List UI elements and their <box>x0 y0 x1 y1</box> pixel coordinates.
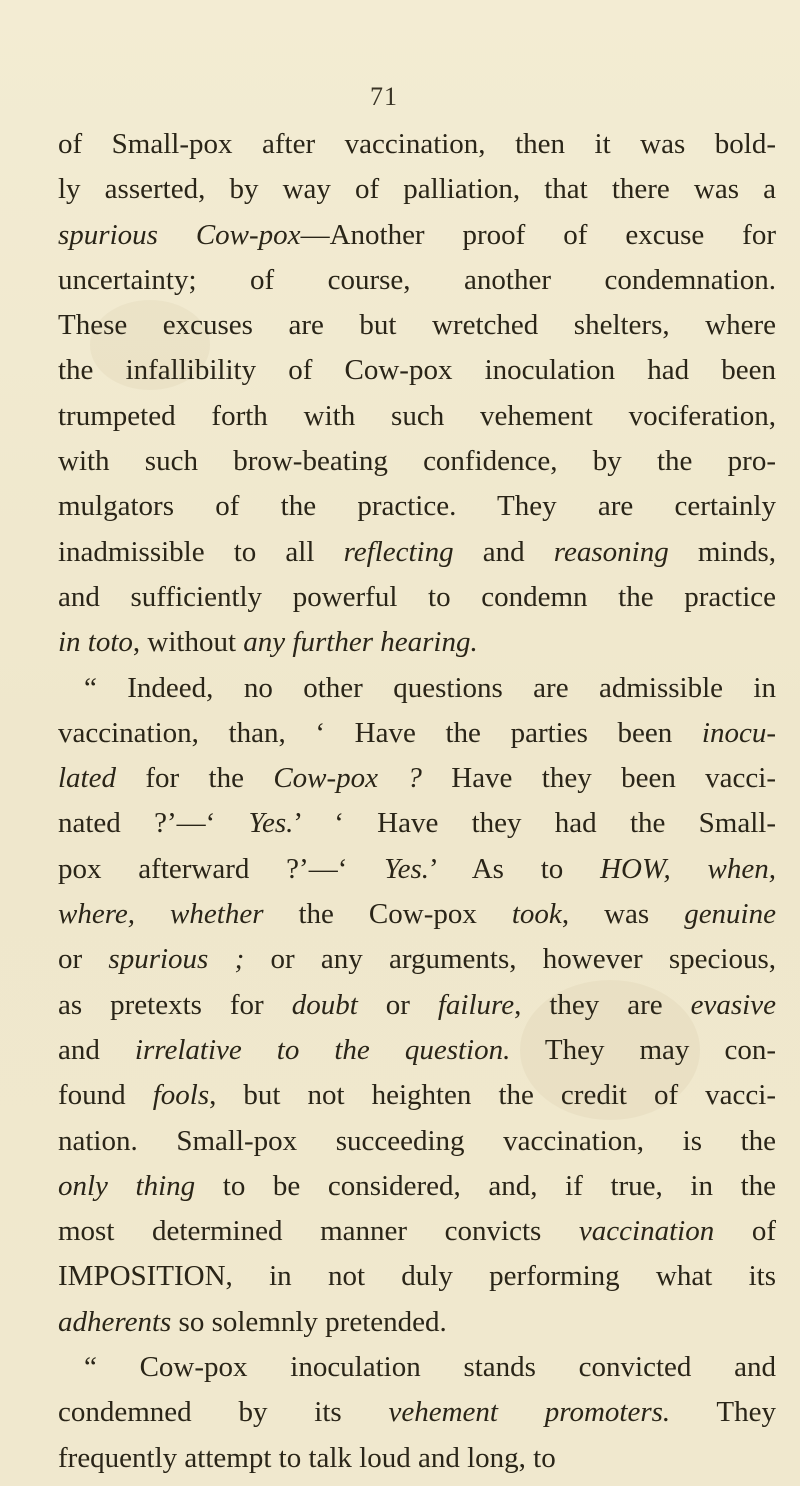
text-line <box>58 847 776 892</box>
italic-text: genuine <box>684 898 776 931</box>
italic-text: vehement promoters. <box>388 1396 671 1429</box>
italic-text: spurious Cow-pox <box>58 218 301 251</box>
text-run: “ Cow-pox inoculation stands convicted and <box>84 1351 776 1384</box>
text-line <box>58 937 776 982</box>
text-run: most determined manner convicts <box>58 1215 579 1248</box>
text-run: the infallibility of Cow-pox inoculation had been <box>58 354 776 387</box>
text-run: trumpeted forth with such vehement vociferation, <box>58 399 776 432</box>
page-number: 71 <box>370 82 398 111</box>
text-run: found <box>58 1079 153 1112</box>
italic-text: where, whether <box>58 898 264 931</box>
text-run: and sufficiently powerful to condemn the practice <box>58 580 776 613</box>
text-line <box>58 122 776 167</box>
text-line <box>58 348 776 393</box>
text-line <box>58 1119 776 1164</box>
text-run: Have they been vacci- <box>421 762 776 795</box>
text-run: uncertainty; of course, another condemnation. <box>58 263 776 296</box>
italic-text: only thing <box>58 1169 196 1202</box>
text-run: They <box>670 1396 776 1429</box>
text-run: mulgators of the practice. They are certainly <box>58 490 776 523</box>
text-run: for the <box>116 762 274 795</box>
text-line <box>58 1345 776 1390</box>
italic-text: vaccination <box>578 1215 715 1248</box>
italic-text: took <box>511 898 562 931</box>
text-line <box>58 484 776 529</box>
text-line <box>58 1300 776 1345</box>
italic-text: failure <box>437 988 515 1021</box>
text-line <box>58 1209 776 1254</box>
text-run: frequently attempt to talk loud and long, to <box>58 1441 556 1474</box>
text-run: “ Indeed, no other questions are admissible in <box>84 671 776 704</box>
text-line <box>58 620 776 665</box>
text-run: , without <box>132 626 244 659</box>
text-line <box>58 756 776 801</box>
italic-text: lated <box>58 762 116 795</box>
italic-text: in toto <box>58 626 133 659</box>
text-line <box>58 666 776 711</box>
text-line <box>58 983 776 1028</box>
text-run: —Another proof of excuse for <box>300 218 776 251</box>
text-line <box>58 213 776 258</box>
text-line <box>58 1028 776 1073</box>
italic-text: any further hearing. <box>243 626 478 659</box>
text-line <box>58 1073 776 1118</box>
text-run: vaccination, than, ‘ Have the parties been <box>58 716 702 749</box>
italic-text: reflecting <box>343 535 454 568</box>
text-run: condemned by its <box>58 1396 389 1429</box>
italic-text: reasoning <box>553 535 669 568</box>
text-line <box>58 1390 776 1435</box>
text-run: or <box>58 943 109 976</box>
italic-text: adherents <box>58 1305 172 1338</box>
text-run: These excuses are but wretched shelters, where <box>58 309 776 342</box>
text-line <box>58 530 776 575</box>
italic-text: Yes. <box>248 807 294 840</box>
text-run: , they are <box>514 988 691 1021</box>
text-run: inadmissible to all <box>58 535 344 568</box>
italic-text: irrelative to the question. <box>134 1033 511 1066</box>
text-run: , but not heighten the credit of vacci- <box>209 1079 776 1112</box>
italic-text: doubt <box>291 988 358 1021</box>
text-run: the Cow-pox <box>263 898 512 931</box>
text-run: ly asserted, by way of palliation, that there was a <box>58 173 776 206</box>
text-run: and <box>58 1033 135 1066</box>
text-line <box>58 303 776 348</box>
text-line <box>58 711 776 756</box>
text-line <box>58 1436 776 1481</box>
text-line <box>58 167 776 212</box>
text-run: nated ?’—‘ <box>58 807 249 840</box>
italic-text: fools <box>152 1079 210 1112</box>
italic-text: evasive <box>690 988 776 1021</box>
text-line <box>58 258 776 303</box>
text-run: ’ As to <box>429 852 601 885</box>
text-run: pox afterward ?’—‘ <box>58 852 385 885</box>
text-run: to be considered, and, if true, in the <box>195 1169 776 1202</box>
text-run: or any arguments, however specious, <box>244 943 776 976</box>
text-run: IMPOSITION, in not duly performing what its <box>58 1260 776 1293</box>
text-run: or <box>357 988 438 1021</box>
text-line <box>58 394 776 439</box>
text-run: with such brow-beating confidence, by the pro- <box>58 445 776 478</box>
text-run: , was <box>561 898 685 931</box>
body-text <box>58 122 776 1481</box>
text-run: nation. Small-pox succeeding vaccination, is the <box>58 1124 776 1157</box>
text-line <box>58 439 776 484</box>
italic-text: inocu- <box>701 716 776 749</box>
text-run: minds, <box>668 535 776 568</box>
italic-text: HOW, when, <box>600 852 776 885</box>
text-line <box>58 892 776 937</box>
text-line <box>58 575 776 620</box>
text-run: as pretexts for <box>58 988 292 1021</box>
text-line <box>58 801 776 846</box>
italic-text: Cow-pox ? <box>273 762 422 795</box>
text-run: of Small-pox after vaccination, then it was bold- <box>58 128 776 160</box>
text-run: and <box>453 535 554 568</box>
text-run: They may con- <box>510 1033 776 1066</box>
italic-text: spurious ; <box>108 943 245 976</box>
text-run: so solemnly pretended. <box>171 1305 447 1338</box>
text-run: of <box>714 1215 776 1248</box>
text-line <box>58 1254 776 1299</box>
italic-text: Yes. <box>384 852 430 885</box>
text-run: ’ ‘ Have they had the Small- <box>293 807 776 840</box>
text-line <box>58 1164 776 1209</box>
